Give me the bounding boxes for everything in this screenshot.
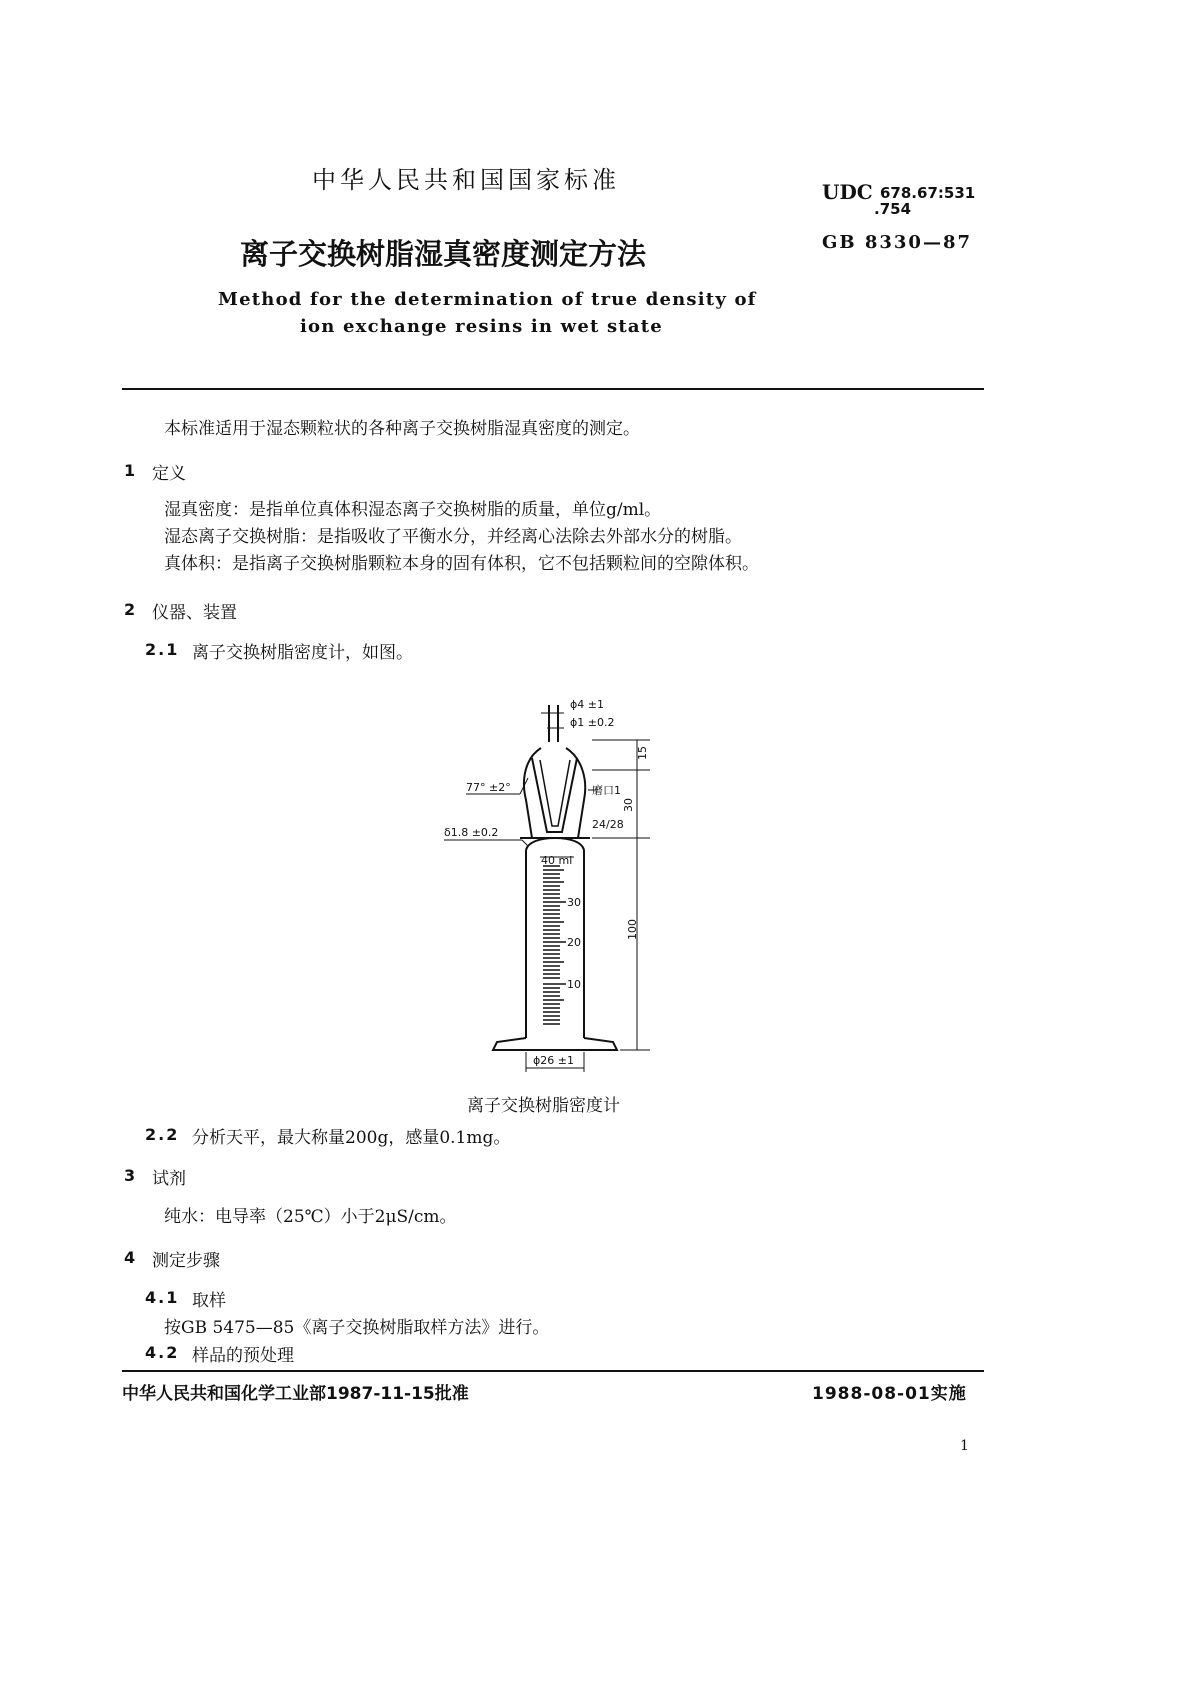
national-standard-label: 中华人民共和国国家标准: [312, 166, 620, 194]
base-diameter-label: ϕ26 ±1: [533, 1054, 574, 1067]
section-4-2-number: 4.2: [145, 1343, 180, 1362]
angle-label: 77° ±2°: [466, 781, 511, 794]
section-2-1-text: 离子交换树脂密度计，如图。: [192, 643, 413, 663]
document-title-en-line2: ion exchange resins in wet state: [300, 316, 663, 337]
effective-date: 1988-08-01实施: [812, 1384, 967, 1404]
section-2-2-text: 分析天平，最大称量200g，感量0.1mg。: [192, 1128, 511, 1148]
intro-paragraph: 本标准适用于湿态颗粒状的各种离子交换树脂湿真密度的测定。: [164, 419, 640, 439]
section-2-2-number: 2.2: [145, 1125, 180, 1144]
approval-statement: 中华人民共和国化学工业部1987-11-15批准: [122, 1384, 469, 1404]
figure-caption: 离子交换树脂密度计: [467, 1096, 620, 1116]
udc-line1: 678.67:531: [880, 184, 976, 202]
section-2-1-number: 2.1: [145, 640, 180, 659]
section-1-title: 定义: [152, 464, 186, 484]
definition-wet-true-density: 湿真密度：是指单位真体积湿态离子交换树脂的质量，单位g/ml。: [164, 500, 662, 520]
section-3-title: 试剂: [152, 1169, 186, 1189]
definition-true-volume: 真体积：是指离子交换树脂颗粒本身的固有体积，它不包括颗粒间的空隙体积。: [164, 554, 759, 574]
section-2-title: 仪器、装置: [152, 603, 237, 623]
dim-15: 15: [636, 746, 649, 760]
stopper-inner: [532, 758, 577, 832]
mark-10-label: 10: [567, 978, 581, 991]
graduation-marks: [543, 866, 566, 1024]
section-1-number: 1: [124, 461, 136, 480]
gb-code: GB 8330—87: [822, 232, 972, 253]
wall-thickness-label: δ1.8 ±0.2: [444, 826, 499, 839]
document-title-en-line1: Method for the determination of true density of: [218, 289, 757, 310]
mark-20-label: 20: [567, 936, 581, 949]
section-4-1-title: 取样: [192, 1291, 226, 1311]
page-number: 1: [960, 1438, 969, 1454]
definition-wet-resin: 湿态离子交换树脂：是指吸收了平衡水分，并经离心法除去外部水分的树脂。: [164, 527, 742, 547]
density-meter-figure: [0, 680, 1191, 1120]
mark-40-label: 40 ml: [541, 854, 573, 867]
joint-size-label: 24/28: [592, 818, 624, 831]
header-divider: [122, 388, 984, 390]
section-3-number: 3: [124, 1166, 136, 1185]
section-2-number: 2: [124, 600, 136, 619]
udc-line2: .754: [874, 200, 912, 218]
dim-100: 100: [626, 919, 639, 940]
reagent-pure-water: 纯水：电导率（25℃）小于2μS/cm。: [164, 1207, 457, 1227]
udc-label: UDC: [822, 180, 873, 204]
footer-divider: [122, 1370, 984, 1372]
section-4-1-number: 4.1: [145, 1288, 180, 1307]
section-4-number: 4: [124, 1248, 136, 1267]
section-4-title: 测定步骤: [152, 1251, 220, 1271]
dim-top-outer: ϕ4 ±1: [570, 698, 604, 711]
cylinder-base: [493, 1038, 617, 1050]
dim-30: 30: [622, 798, 635, 812]
dim-top-inner: ϕ1 ±0.2: [570, 716, 615, 729]
ground-joint-label: 磨口1: [592, 784, 621, 797]
section-4-2-title: 样品的预处理: [192, 1346, 294, 1366]
document-title-cn: 离子交换树脂湿真密度测定方法: [240, 237, 647, 271]
mark-30-label: 30: [567, 896, 581, 909]
section-4-1-text: 按GB 5475—85《离子交换树脂取样方法》进行。: [164, 1318, 550, 1338]
